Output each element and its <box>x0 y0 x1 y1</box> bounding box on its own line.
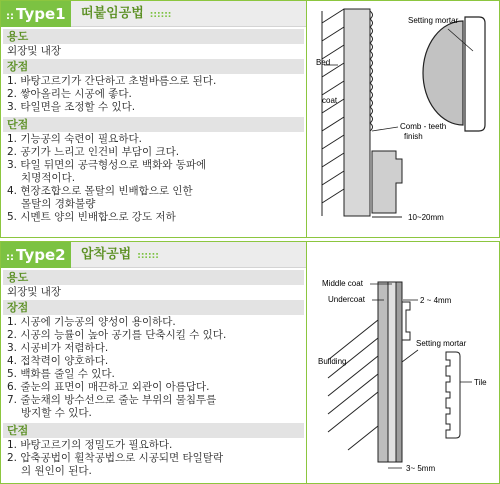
type1-cons-label: 단점 <box>3 117 304 132</box>
label-coat: coat <box>322 96 338 105</box>
type1-pros-label: 장점 <box>3 59 304 74</box>
type2-diagram-svg <box>308 242 499 483</box>
tile-section <box>465 17 485 131</box>
type1-cons-item: 4. 현장조합으로 몰탈의 빈배합으로 인한 <box>7 185 193 197</box>
type1-pros-item: 3. 타일면을 조정할 수 있다. <box>7 101 136 113</box>
type1-cons-item: 1. 기능공의 숙련이 필요하다. <box>7 133 142 145</box>
type1-pros-item: 2. 쌓아올리는 시공에 좋다. <box>7 88 132 100</box>
type2-title-text: 압착공법 <box>81 247 132 262</box>
type2-pros-item: 6. 줄눈의 표면이 매끈하고 외관이 아름답다. <box>7 381 210 393</box>
type1-usage-text: 외장및 내장 <box>7 45 62 57</box>
label-undercoat: Undercoat <box>328 295 365 304</box>
type2-title <box>81 242 159 269</box>
type2-text-column <box>1 242 307 483</box>
building-hatch <box>328 282 378 462</box>
type1-cons-item: 치명적이다. <box>21 172 76 184</box>
bed-hatch <box>322 9 344 216</box>
type2-header <box>1 242 306 268</box>
tile-profile <box>402 302 410 340</box>
type1-cons-item: 3. 타일 뒤면의 공극형성으로 백화와 동파에 <box>7 159 207 171</box>
type2-pros-item: 5. 백화를 줄일 수 있다. <box>7 368 115 380</box>
type2-pros-item: 7. 줄눈채의 방수선으로 줄눈 부위의 물침투를 <box>7 394 217 406</box>
label-comb-teeth: Comb - teeth <box>400 122 447 131</box>
label-dim-top: 2 ~ 4mm <box>420 296 452 305</box>
type1-panel <box>0 0 500 238</box>
label-finish: finish <box>404 132 423 141</box>
type1-text-column <box>1 1 307 237</box>
undercoat-layer <box>378 282 388 462</box>
coat-layer <box>344 9 370 216</box>
mortar-leader <box>402 350 418 362</box>
setting-mortar-layer <box>396 282 402 462</box>
type1-usage-label: 용도 <box>3 29 304 44</box>
type1-cons-item: 2. 공기가 느리고 인건비 부담이 크다. <box>7 146 180 158</box>
type1-diagram-svg <box>308 1 499 237</box>
type2-pros-item: 1. 시공에 기능공의 양성이 용이하다. <box>7 316 176 328</box>
type1-cons-item: 5. 시멘트 양의 빈배합으로 강도 저하 <box>7 211 176 223</box>
label-middle-coat: Middle coat <box>322 279 363 288</box>
type2-cons-item: 의 원인이 된다. <box>21 465 92 477</box>
label-setting-mortar: Setting mortar <box>416 339 467 348</box>
label-bed: Bed <box>316 58 331 67</box>
type1-header <box>1 1 306 27</box>
type2-pros-item: 4. 접착력이 양호하다. <box>7 355 109 367</box>
type2-cons-item: 1. 바탕고르기의 정밀도가 필요하다. <box>7 439 173 451</box>
type1-title-text: 떠붙임공법 <box>81 6 144 21</box>
type1-title-dots: :::::: <box>149 10 172 20</box>
type1-tag <box>1 1 71 27</box>
type2-tag <box>1 242 71 268</box>
type2-cons-label: 단점 <box>3 423 304 438</box>
label-setting-mortar: Setting mortar <box>408 16 459 25</box>
label-tile: Tile <box>474 378 487 387</box>
type2-tag-dots: :: <box>6 252 14 263</box>
type2-pros-item: 방지할 수 있다. <box>21 407 92 419</box>
type2-pros-item: 2. 시공의 능률이 높아 공기를 단축시킬 수 있다. <box>7 329 227 341</box>
type2-panel <box>0 241 500 484</box>
type1-title <box>81 1 171 28</box>
type2-usage-label: 용도 <box>3 270 304 285</box>
type2-pros-label: 장점 <box>3 300 304 315</box>
type2-usage-text: 외장및 내장 <box>7 286 62 298</box>
type1-tag-dots: :: <box>6 11 14 22</box>
type2-pros-item: 3. 시공비가 저렴하다. <box>7 342 109 354</box>
middle-coat-layer <box>388 282 396 462</box>
type1-diagram <box>308 1 499 237</box>
type2-title-dots: :::::: <box>137 251 159 261</box>
label-building: Building <box>318 357 347 366</box>
type2-tag-label: Type2 <box>16 246 66 264</box>
type1-tag-label: Type1 <box>16 5 66 23</box>
type2-cons-item: 2. 압축공법이 휠착공법으로 시공되면 타일탈락 <box>7 452 224 464</box>
type1-cons-item: 몰탈의 경화불량 <box>21 198 96 210</box>
type1-pros-item: 1. 바탕고르기가 간단하고 초벌바름으로 된다. <box>7 75 217 87</box>
type2-diagram <box>308 242 499 483</box>
comb-leader <box>372 127 398 131</box>
tile-comb <box>446 352 460 438</box>
label-dim-bottom: 3~ 5mm <box>406 464 436 473</box>
tile-block <box>372 151 402 213</box>
label-dimension: 10~20mm <box>408 213 444 222</box>
